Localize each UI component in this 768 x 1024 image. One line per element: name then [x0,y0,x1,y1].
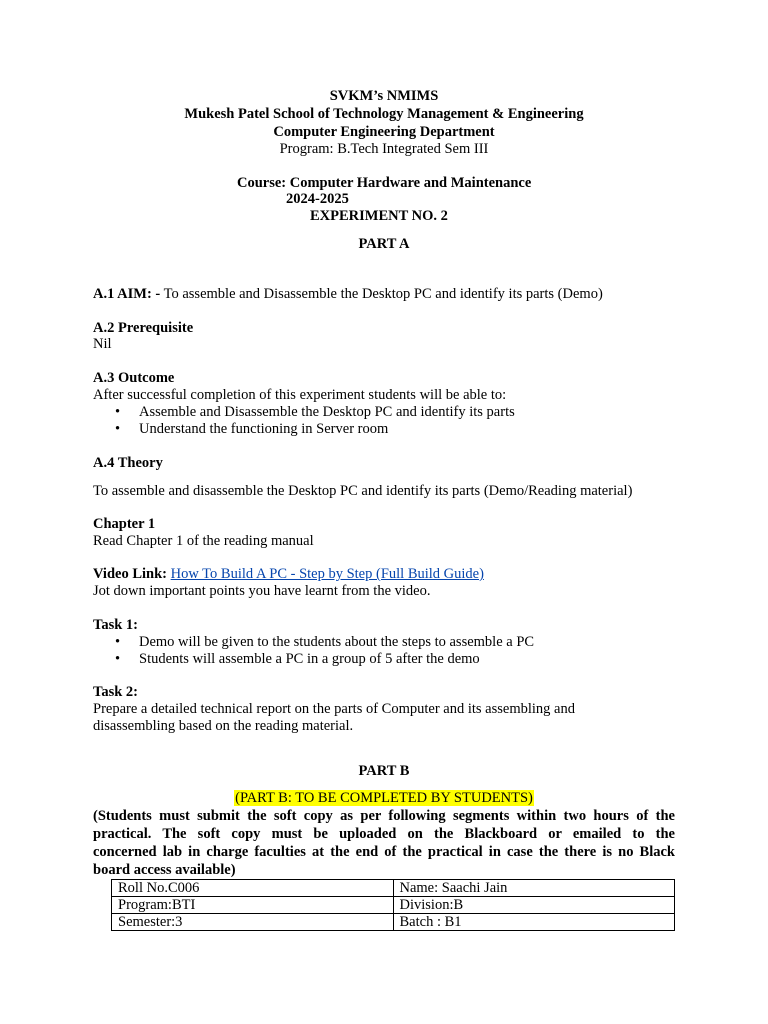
video-link[interactable]: How To Build A PC - Step by Step (Full Build Guide) [170,566,484,582]
table-row [112,880,675,897]
table-cell: Roll No.C006 [112,880,394,897]
program-line: Program: B.Tech Integrated Sem III [279,141,489,157]
task2-heading: Task 2: [93,684,139,700]
school-name: Mukesh Patel School of Technology Management & Engineering [184,106,584,122]
bullet-icon: • [115,404,121,420]
table-row [112,914,675,931]
part-b-highlight-line [93,790,675,807]
outcome-intro: After successful completion of this experiment students will be able to: [93,387,507,403]
task2-line1: Prepare a detailed technical report on the parts of Computer and its assembling and [93,701,575,717]
table-cell: Batch : B1 [393,914,675,931]
task2-line2: disassembling based on the reading material. [93,718,354,734]
org-name: SVKM’s NMIMS [329,88,439,104]
table-cell: Program:BTI [112,897,394,914]
course-title: Course: Computer Hardware and Maintenance [237,175,532,191]
outcome-item-text: Understand the functioning in Server room [139,421,389,437]
bullet-icon: • [115,634,121,650]
task1-heading: Task 1: [93,617,139,633]
outcome-heading: A.3 Outcome [93,370,175,386]
table-cell: Semester:3 [112,914,394,931]
prerequisite-heading: A.2 Prerequisite [93,320,194,336]
part-b-instruction-line: (Students must submit the soft copy as per following segments within two hours of the [93,808,675,824]
theory-heading: A.4 Theory [93,455,163,471]
chapter-text: Read Chapter 1 of the reading manual [93,533,314,549]
bullet-icon: • [115,421,121,437]
table-cell: Name: Saachi Jain [393,880,675,897]
task1-item-text: Students will assemble a PC in a group of 5 after the demo [139,651,480,667]
department-name: Computer Engineering Department [273,124,495,140]
academic-year: 2024-2025 [286,191,349,207]
part-b-highlight: (PART B: TO BE COMPLETED BY STUDENTS) [235,790,533,806]
chapter-heading: Chapter 1 [93,516,156,532]
task1-item-text: Demo will be given to the students about the steps to assemble a PC [139,634,535,650]
video-note: Jot down important points you have learnt from the video. [93,583,431,599]
aim-label: A.1 AIM: - [93,286,161,302]
table-cell: Division:B [393,897,675,914]
bullet-icon: • [115,651,121,667]
prerequisite-text: Nil [93,336,112,352]
part-b-heading: PART B [358,763,410,779]
student-info-table [111,879,675,931]
aim-line [93,286,603,303]
part-b-instruction-line: practical. The soft copy must be uploaded on the Blackboard or emailed to the [93,826,675,842]
outcome-item-text: Assemble and Disassemble the Desktop PC and identify its parts [139,404,515,420]
part-b-instruction-line: concerned lab in charge faculties at the end of the practical in case the there is no Black [93,844,675,860]
table-row [112,897,675,914]
video-line [93,566,484,583]
experiment-number: EXPERIMENT NO. 2 [310,208,448,224]
part-a-heading: PART A [358,236,410,252]
video-label: Video Link: [93,566,167,582]
aim-text: To assemble and Disassemble the Desktop PC and identify its parts (Demo) [160,286,603,302]
theory-text: To assemble and disassemble the Desktop PC and identify its parts (Demo/Reading material) [93,483,633,499]
part-b-instruction-line: board access available) [93,862,236,878]
